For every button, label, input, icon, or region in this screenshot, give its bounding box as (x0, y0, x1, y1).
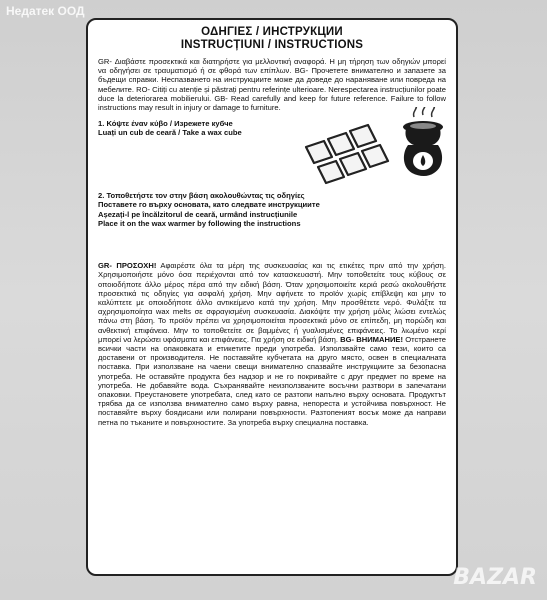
step-2-line-4: Place it on the wax warmer by following the instructions (98, 218, 301, 228)
card-title (98, 26, 446, 52)
warning-paragraph (98, 261, 446, 427)
warning-gr-label: GR- ΠΡΟΣΟΧΗ! (98, 261, 157, 271)
intro-paragraph: GR- Διαβάστε προσεκτικά και διατηρήστε για μελλοντική αναφορά. Η μη τήρηση των οδηγιών μπορεί να οδηγήσει σε τραυματισμό ή σε φθορά των επίπλων. BG- Прочетете внимателно и запазете за бъдещи справки. Неспазването на инструкциите може да доведе до нараняване или повреда на мебелите. RO- Citiți cu atenție și păstrați pentru referințe ulterioare. Nerespectarea instrucțiunilor poate duce la deteriorarea mobilierului. GB- Read carefully and keep for future reference. Failure to follow instructions may result in injury or damage to furniture. (98, 57, 446, 113)
wax-warmer-icon (398, 107, 448, 179)
wax-cubes-icon (298, 119, 398, 189)
step-2 (98, 191, 446, 251)
step-1-line-2: Luați un cub de ceară / Take a wax cube (98, 128, 242, 138)
bazar-logo: BAZAR (453, 565, 537, 590)
warning-bg-text: Отстранете всички части на опаковката и етикетите преди употреба. Използвайте само тези, които са доставени от производителя. Не поставяйте кубчетата на друго място, освен в специалната поставка. При използване на чаени свещи внимателно спазвайте инструкциите за безопасна употреба. Не оставяйте продукта без надзор и не го покривайте с друг предмет по време на употреба. Не добавяйте вода. Съхранявайте неизползваните восъчни разтвори в запечатани опаковки. Преустановете употребата, след като се разтопи напълно върху основата. Продуктът трябва да се използва внимателно само върху равна, непореста и устойчива повърхност. Не поставяйте върху боядисани или полирани повърхности. Разтопеният восък може да направи петна по тъканите и повърхностите. За употреба върху специална поставка. (98, 334, 446, 427)
step-1 (98, 119, 446, 189)
title-line-1: ΟΔΗΓΙΕΣ / ИНСТРУКЦИИ (201, 26, 343, 38)
instruction-card (86, 18, 458, 576)
watermark-text: Недатек ООД (6, 4, 85, 18)
step-2-line-1: 2. Τοποθετήστε τον στην βάση ακολουθώντας τις οδηγίες (98, 191, 305, 201)
step-2-line-2: Поставете го върху основата, като следвате инструкциите (98, 200, 320, 210)
step-1-line-1: 1. Κόψτε έναν κύβο / Изрежете кубче (98, 119, 233, 129)
warning-gr-text: Αφαιρέστε όλα τα μέρη της συσκευασίας και τις ετικέτες πριν από την χρήση. Χρησιμοποιήστε μόνο όσα περιέχονται από τον κατασκευαστή. Μην τοποθετείτε τους κύβους σε οποιοδήποτε άλλο μέρος πέρα από την ειδική βάση. Όταν χρησιμοποιείτε κεριά ρεσώ ακολουθήστε προσεκτικά τις οδηγίες για ασφαλή χρήση. Μην αφήνετε το προϊόν χωρίς επίβλεψη και μην το καλύπτετε με οποιοδήποτε άλλο αντικείμενο κατά την χρήση. Μην προσθέτετε νερό. Φυλάξτε τα αχρησιμοποίητα wax melts σε σφραγισμένη συσκευασία. Διακόψτε την χρήση μόλις λιώσει εντελώς πάνω στη βάση. Το προϊόν πρέπει να χρησιμοποιείται προσεκτικά μόνο σε επίπεδη, μη πορώδη και ανθεκτική επιφάνεια. Μην το τοποθετείτε σε βαμμένες ή γυαλισμένες επιφάνειες. Το λιωμένο κερί μπορεί να λερώσει υφάσματα και επιφάνειες. Για χρήση σε ειδική βάση. (98, 261, 446, 344)
warning-bg-label: BG- ВНИМАНИЕ! (338, 334, 404, 344)
step-2-line-3: Așezați-l pe încălzitorul de ceară, urmând instrucțiunile (98, 209, 298, 219)
title-line-2: INSTRUCȚIUNI / INSTRUCTIONS (180, 39, 364, 51)
